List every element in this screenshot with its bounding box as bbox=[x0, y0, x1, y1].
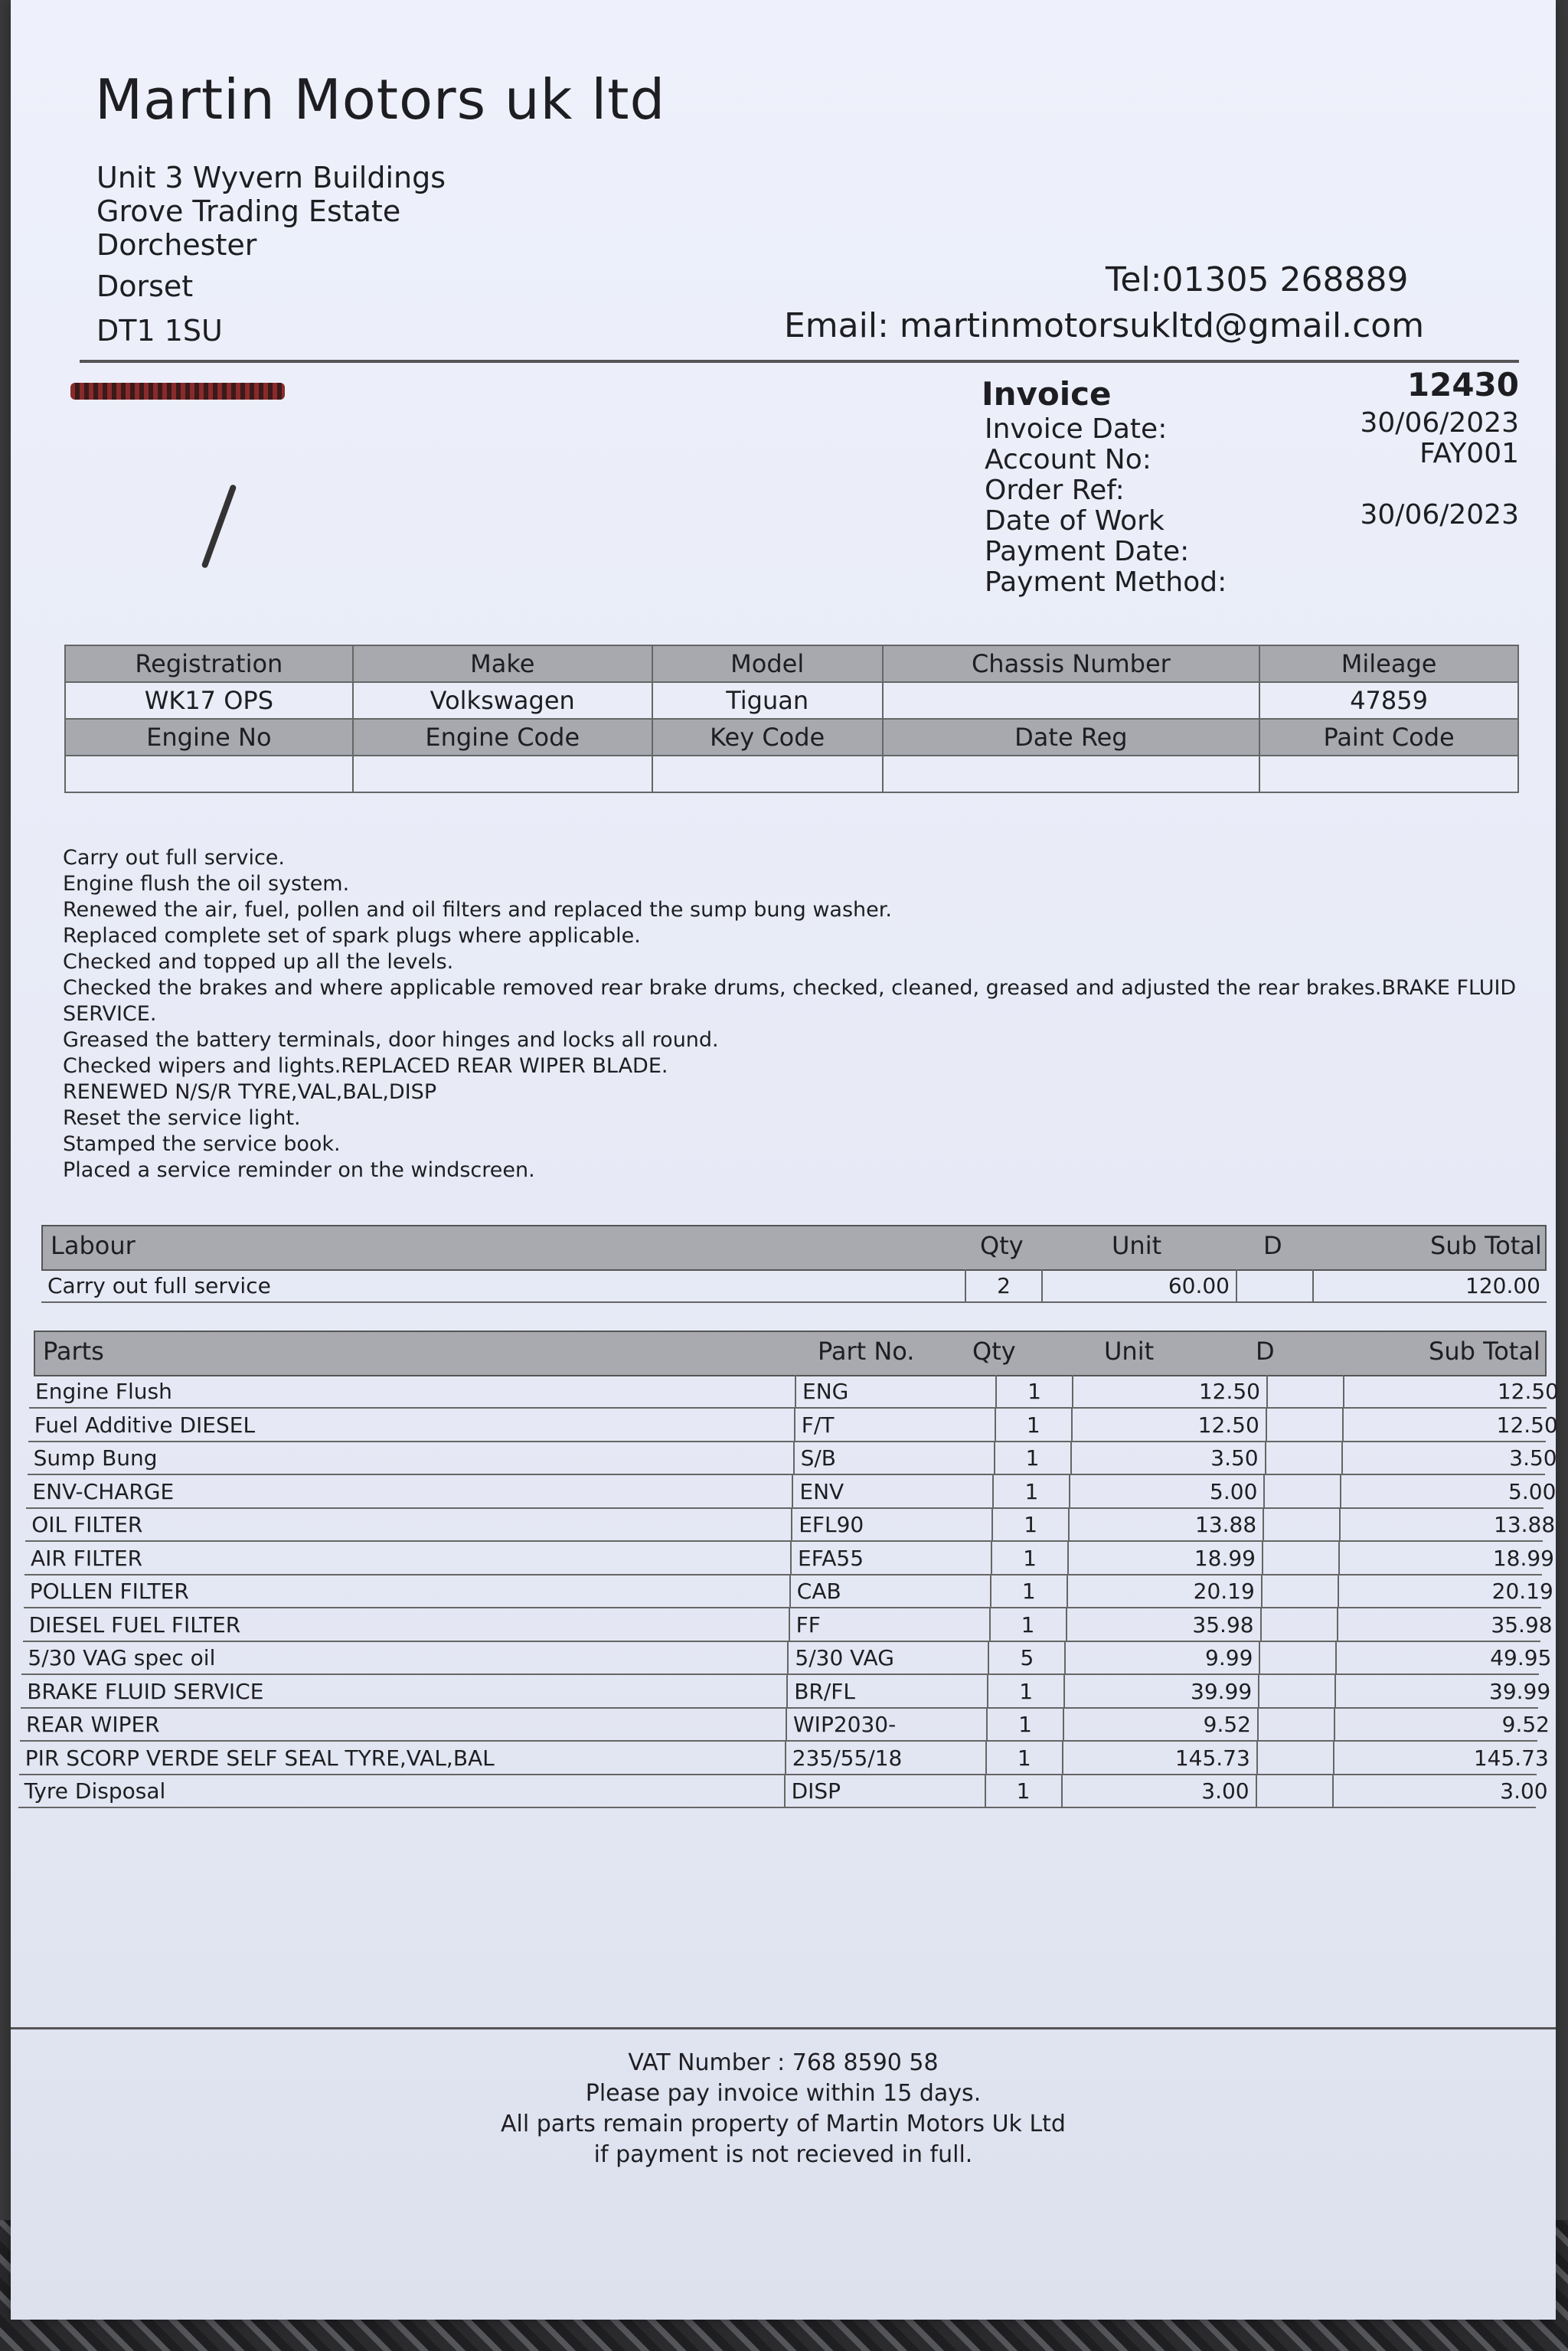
part-desc: OIL FILTER bbox=[31, 1512, 143, 1537]
part-unit: 18.99 bbox=[1067, 1542, 1262, 1574]
part-number: 5/30 VAG bbox=[787, 1641, 988, 1673]
part-d bbox=[1263, 1508, 1339, 1540]
date-reg-header: Date Reg bbox=[883, 719, 1260, 756]
vat-number: VAT Number : 768 8590 58 bbox=[628, 2049, 939, 2076]
work-line: Stamped the service book. bbox=[63, 1132, 341, 1156]
account-no-label: Account No: bbox=[985, 444, 1152, 475]
vehicle-values-row bbox=[65, 682, 1518, 719]
part-row bbox=[19, 1742, 1549, 1775]
part-subtotal: 35.98 bbox=[1337, 1608, 1559, 1641]
part-d bbox=[1257, 1708, 1334, 1740]
part-number: S/B bbox=[793, 1442, 994, 1474]
registration-header: Registration bbox=[65, 645, 353, 682]
pen-mark bbox=[201, 484, 237, 569]
part-unit: 9.99 bbox=[1064, 1641, 1259, 1673]
part-row bbox=[28, 1409, 1558, 1442]
part-d bbox=[1261, 1575, 1338, 1607]
part-d bbox=[1266, 1375, 1343, 1407]
company-tel: Tel:01305 268889 bbox=[1106, 260, 1409, 299]
date-of-work-value: 30/06/2023 bbox=[1360, 499, 1519, 531]
part-row bbox=[29, 1375, 1559, 1409]
part-subtotal: 12.50 bbox=[1343, 1375, 1565, 1407]
part-number: EFL90 bbox=[791, 1508, 991, 1540]
part-qty: 1 bbox=[995, 1375, 1072, 1407]
part-row bbox=[26, 1475, 1557, 1509]
part-subtotal: 12.50 bbox=[1342, 1409, 1564, 1441]
part-unit: 39.99 bbox=[1063, 1675, 1258, 1707]
mileage-header: Mileage bbox=[1259, 645, 1518, 682]
parts-title: Parts bbox=[43, 1337, 104, 1366]
work-line: RENEWED N/S/R TYRE,VAL,BAL,DISP bbox=[63, 1080, 437, 1104]
part-subtotal: 18.99 bbox=[1338, 1542, 1560, 1574]
work-line: Reset the service light. bbox=[63, 1106, 301, 1130]
part-subtotal: 20.19 bbox=[1338, 1575, 1560, 1607]
part-row bbox=[24, 1575, 1553, 1608]
part-unit: 3.50 bbox=[1070, 1442, 1265, 1474]
part-subtotal: 13.88 bbox=[1339, 1508, 1561, 1540]
labour-desc: Carry out full service bbox=[47, 1273, 271, 1298]
invoice-number: 12430 bbox=[1406, 366, 1519, 403]
company-name: Martin Motors uk ltd bbox=[95, 67, 666, 132]
address-line-3: Dorchester bbox=[96, 228, 257, 262]
part-qty: 1 bbox=[990, 1575, 1067, 1607]
part-unit: 145.73 bbox=[1062, 1742, 1256, 1774]
labour-qty: 2 bbox=[965, 1269, 1041, 1301]
vehicle-details-table bbox=[64, 645, 1519, 793]
part-desc: 5/30 VAG spec oil bbox=[28, 1645, 216, 1670]
address-line-2: Grove Trading Estate bbox=[96, 194, 401, 228]
part-subtotal: 145.73 bbox=[1333, 1742, 1555, 1774]
engine-no-value bbox=[65, 756, 353, 792]
make-value: Volkswagen bbox=[353, 682, 652, 719]
parts-qty-header: Qty bbox=[972, 1337, 1016, 1366]
part-desc: Tyre Disposal bbox=[24, 1778, 166, 1804]
part-subtotal: 9.52 bbox=[1334, 1708, 1556, 1740]
address-line-5: DT1 1SU bbox=[96, 314, 223, 348]
part-number: WIP2030- bbox=[786, 1708, 986, 1740]
part-desc: PIR SCORP VERDE SELF SEAL TYRE,VAL,BAL bbox=[24, 1745, 495, 1771]
part-unit: 12.50 bbox=[1071, 1409, 1266, 1441]
part-d bbox=[1259, 1641, 1335, 1673]
part-row bbox=[21, 1675, 1551, 1709]
work-line: Checked wipers and lights.REPLACED REAR WIPER BLADE. bbox=[63, 1054, 668, 1078]
header-divider bbox=[80, 360, 1519, 363]
date-of-work-label: Date of Work bbox=[985, 505, 1165, 537]
part-d bbox=[1263, 1475, 1340, 1507]
part-row bbox=[28, 1442, 1557, 1475]
part-subtotal: 3.00 bbox=[1332, 1775, 1554, 1807]
part-qty: 1 bbox=[989, 1608, 1066, 1641]
part-unit: 13.88 bbox=[1068, 1508, 1263, 1540]
footer bbox=[11, 2048, 1556, 2170]
part-desc: DIESEL FUEL FILTER bbox=[28, 1611, 241, 1638]
part-qty: 1 bbox=[992, 1475, 1069, 1507]
work-line: Renewed the air, fuel, pollen and oil filters and replaced the sump bung washer. bbox=[63, 898, 892, 922]
payment-terms: Please pay invoice within 15 days. bbox=[585, 2080, 982, 2107]
work-line: Replaced complete set of spark plugs where applicable. bbox=[63, 924, 641, 948]
parts-header bbox=[34, 1331, 1547, 1376]
payment-method-label: Payment Method: bbox=[985, 567, 1227, 598]
labour-d-header: D bbox=[1263, 1231, 1282, 1260]
account-no-value: FAY001 bbox=[1419, 438, 1519, 469]
redacted-customer-name bbox=[70, 383, 285, 400]
ownership-notice-cont: if payment is not recieved in full. bbox=[593, 2141, 973, 2168]
part-d bbox=[1266, 1409, 1342, 1441]
mileage-value: 47859 bbox=[1259, 682, 1518, 719]
part-qty: 1 bbox=[985, 1775, 1061, 1807]
key-code-value bbox=[652, 756, 883, 792]
engine-no-header: Engine No bbox=[65, 719, 353, 756]
part-subtotal: 3.50 bbox=[1341, 1442, 1563, 1474]
part-row bbox=[21, 1641, 1552, 1675]
part-d bbox=[1258, 1675, 1334, 1707]
part-d bbox=[1260, 1608, 1337, 1641]
parts-section bbox=[11, 1331, 1559, 1820]
part-number: ENV bbox=[792, 1475, 992, 1507]
labour-d bbox=[1236, 1269, 1312, 1301]
part-d bbox=[1262, 1542, 1338, 1574]
part-unit: 35.98 bbox=[1066, 1608, 1260, 1641]
work-line: Engine flush the oil system. bbox=[63, 872, 350, 896]
part-number: BR/FL bbox=[786, 1675, 987, 1707]
part-desc: Sump Bung bbox=[33, 1445, 158, 1471]
labour-row bbox=[41, 1269, 1547, 1303]
work-line: Carry out full service. bbox=[63, 846, 285, 870]
part-unit: 3.00 bbox=[1061, 1775, 1256, 1807]
part-qty: 1 bbox=[991, 1508, 1068, 1540]
invoice-title: Invoice bbox=[982, 375, 1112, 413]
company-email: Email: martinmotorsukltd@gmail.com bbox=[784, 306, 1425, 345]
part-desc: POLLEN FILTER bbox=[29, 1579, 189, 1604]
part-desc: Fuel Additive DIESEL bbox=[34, 1412, 256, 1438]
part-qty: 1 bbox=[986, 1708, 1063, 1740]
work-line: Checked and topped up all the levels. bbox=[63, 950, 454, 974]
part-unit: 5.00 bbox=[1069, 1475, 1263, 1507]
parts-subtotal-header: Sub Total bbox=[1429, 1337, 1540, 1366]
part-desc: BRAKE FLUID SERVICE bbox=[27, 1678, 264, 1704]
part-qty: 1 bbox=[991, 1542, 1067, 1574]
work-line: SERVICE. bbox=[63, 1002, 157, 1026]
part-row bbox=[20, 1708, 1550, 1742]
part-unit: 12.50 bbox=[1072, 1375, 1266, 1407]
make-header: Make bbox=[353, 645, 652, 682]
labour-qty-header: Qty bbox=[980, 1231, 1024, 1260]
parts-d-header: D bbox=[1256, 1337, 1275, 1366]
invoice-paper bbox=[11, 0, 1559, 2320]
order-ref-label: Order Ref: bbox=[985, 475, 1125, 506]
vehicle-header-row bbox=[65, 645, 1518, 682]
engine-values-row bbox=[65, 756, 1518, 792]
parts-partno-header: Part No. bbox=[818, 1337, 915, 1366]
part-row bbox=[23, 1608, 1553, 1642]
labour-header bbox=[41, 1225, 1547, 1271]
part-number: DISP bbox=[784, 1775, 985, 1807]
chassis-value bbox=[883, 682, 1260, 719]
part-qty: 1 bbox=[994, 1442, 1070, 1474]
paint-code-value bbox=[1259, 756, 1518, 792]
part-qty: 1 bbox=[985, 1742, 1062, 1774]
part-number: FF bbox=[789, 1608, 989, 1641]
work-description bbox=[63, 845, 1517, 1184]
model-value: Tiguan bbox=[652, 682, 883, 719]
part-desc: ENV-CHARGE bbox=[32, 1478, 175, 1504]
engine-code-header: Engine Code bbox=[353, 719, 652, 756]
part-unit: 9.52 bbox=[1063, 1708, 1257, 1740]
part-desc: Engine Flush bbox=[35, 1379, 172, 1404]
labour-section bbox=[41, 1225, 1547, 1317]
part-d bbox=[1256, 1775, 1332, 1807]
part-qty: 1 bbox=[995, 1409, 1071, 1441]
work-line: Placed a service reminder on the windscreen. bbox=[63, 1158, 535, 1182]
engine-header-row bbox=[65, 719, 1518, 756]
part-row bbox=[18, 1775, 1548, 1808]
registration-value: WK17 OPS bbox=[65, 682, 353, 719]
footer-divider bbox=[11, 2027, 1556, 2029]
address-line-1: Unit 3 Wyvern Buildings bbox=[96, 161, 446, 194]
part-qty: 1 bbox=[987, 1675, 1063, 1707]
part-number: F/T bbox=[794, 1409, 995, 1441]
key-code-header: Key Code bbox=[652, 719, 883, 756]
part-d bbox=[1265, 1442, 1341, 1474]
part-row bbox=[25, 1508, 1556, 1542]
labour-title: Labour bbox=[51, 1231, 136, 1260]
part-number: EFA55 bbox=[790, 1542, 991, 1574]
part-subtotal: 39.99 bbox=[1334, 1675, 1557, 1707]
parts-unit-header: Unit bbox=[1104, 1337, 1155, 1366]
part-number: CAB bbox=[789, 1575, 990, 1607]
ownership-notice: All parts remain property of Martin Motors Uk Ltd bbox=[501, 2111, 1066, 2137]
labour-unit: 60.00 bbox=[1041, 1269, 1236, 1301]
chassis-header: Chassis Number bbox=[883, 645, 1260, 682]
date-reg-value bbox=[883, 756, 1260, 792]
paint-code-header: Paint Code bbox=[1259, 719, 1518, 756]
part-desc: AIR FILTER bbox=[31, 1545, 143, 1571]
part-unit: 20.19 bbox=[1067, 1575, 1261, 1607]
part-row bbox=[24, 1542, 1554, 1575]
engine-code-value bbox=[353, 756, 652, 792]
labour-unit-header: Unit bbox=[1112, 1231, 1162, 1260]
invoice-date-value: 30/06/2023 bbox=[1360, 407, 1519, 439]
payment-date-label: Payment Date: bbox=[985, 536, 1190, 567]
part-subtotal: 5.00 bbox=[1340, 1475, 1562, 1507]
part-number: 235/55/18 bbox=[785, 1742, 985, 1774]
invoice-date-label: Invoice Date: bbox=[985, 413, 1168, 445]
address-line-4: Dorset bbox=[96, 269, 194, 303]
part-subtotal: 49.95 bbox=[1335, 1641, 1557, 1673]
part-d bbox=[1256, 1742, 1333, 1774]
model-header: Model bbox=[652, 645, 883, 682]
part-number: ENG bbox=[795, 1375, 995, 1407]
work-line: Checked the brakes and where applicable removed rear brake drums, checked, cleaned, greased and adjusted the rear brakes.BRAKE FLUID bbox=[63, 976, 1517, 1000]
part-qty: 5 bbox=[988, 1641, 1064, 1673]
labour-subtotal-header: Sub Total bbox=[1430, 1231, 1542, 1260]
work-line: Greased the battery terminals, door hinges and locks all round. bbox=[63, 1028, 719, 1052]
part-desc: REAR WIPER bbox=[26, 1712, 160, 1737]
labour-subtotal: 120.00 bbox=[1312, 1269, 1547, 1301]
